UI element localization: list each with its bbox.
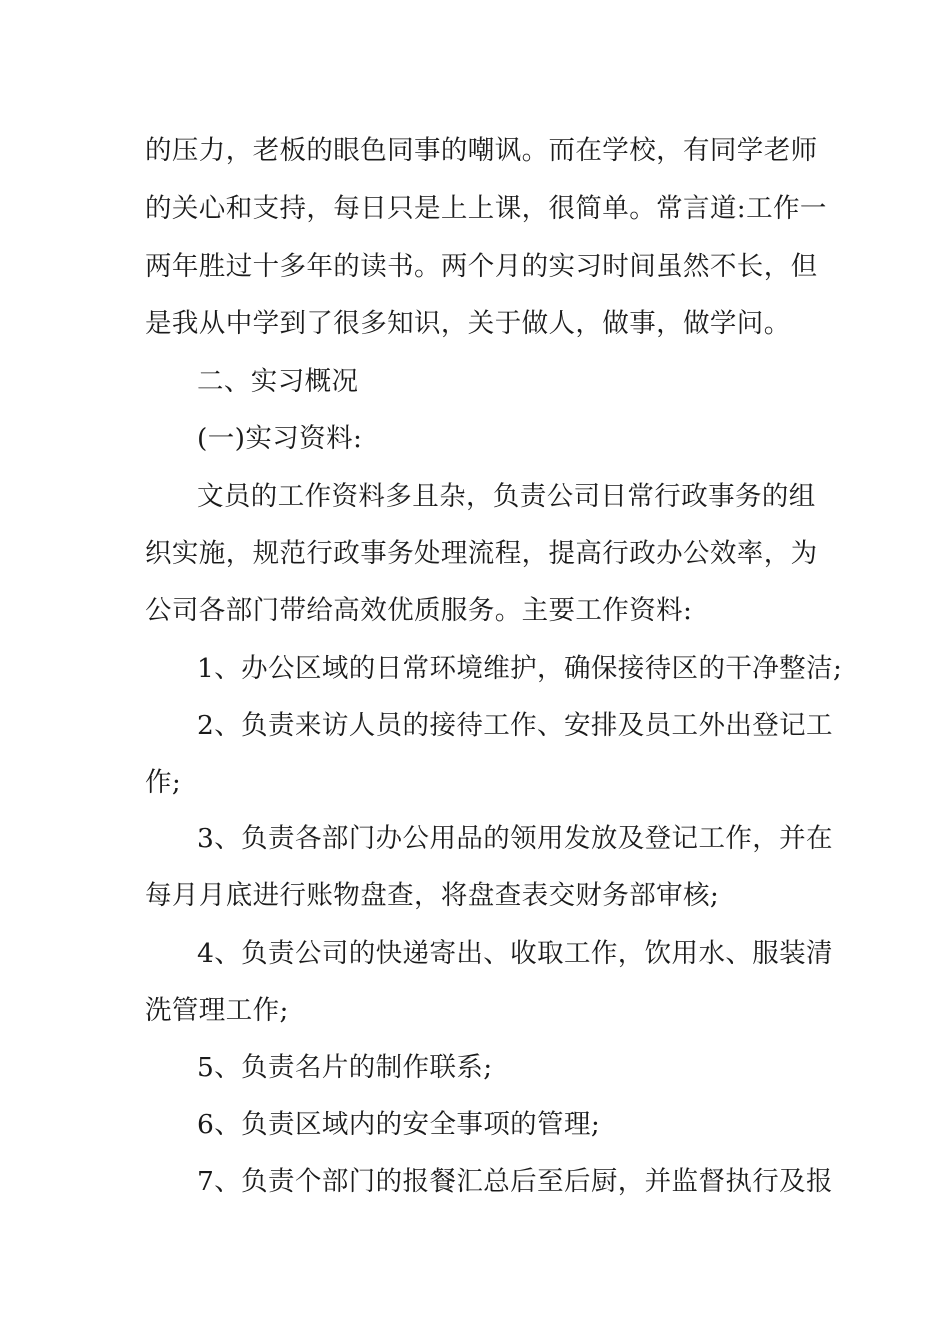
paragraph-line: 文员的工作资料多且杂，负责公司日常行政事务的组 (197, 481, 816, 512)
list-item-continuation: 每月月底进行账物盘查，将盘查表交财务部审核; (145, 880, 720, 911)
list-item: 6、负责区域内的安全事项的管理; (197, 1109, 601, 1140)
list-item: 4、负责公司的快递寄出、收取工作，饮用水、服装清 (197, 938, 833, 969)
list-item: 7、负责个部门的报餐汇总后至后厨，并监督执行及报 (197, 1166, 833, 1197)
paragraph-line: 的压力，老板的眼色同事的嘲讽。而在学校，有同学老师 (145, 135, 818, 166)
section-heading: 二、实习概况 (197, 366, 359, 397)
paragraph-line: 公司各部门带给高效优质服务。主要工作资料: (145, 595, 693, 626)
paragraph-line: 是我从中学到了很多知识，关于做人，做事，做学问。 (145, 308, 791, 339)
paragraph-line: 织实施，规范行政事务处理流程，提高行政办公效率，为 (145, 538, 818, 569)
list-item-continuation: 洗管理工作; (145, 995, 289, 1026)
paragraph-line: 的关心和支持，每日只是上上课，很简单。常言道:工作一 (145, 193, 827, 224)
list-item: 3、负责各部门办公用品的领用发放及登记工作，并在 (197, 823, 833, 854)
list-item-continuation: 作; (145, 767, 182, 798)
list-item: 5、负责名片的制作联系; (197, 1052, 493, 1083)
list-item: 2、负责来访人员的接待工作、安排及员工外出登记工 (197, 710, 833, 741)
list-item: 1、办公区域的日常环境维护，确保接待区的干净整洁; (197, 653, 843, 684)
paragraph-line: 两年胜过十多年的读书。两个月的实习时间虽然不长，但 (145, 251, 818, 282)
subsection-heading: (一)实习资料: (197, 423, 363, 454)
